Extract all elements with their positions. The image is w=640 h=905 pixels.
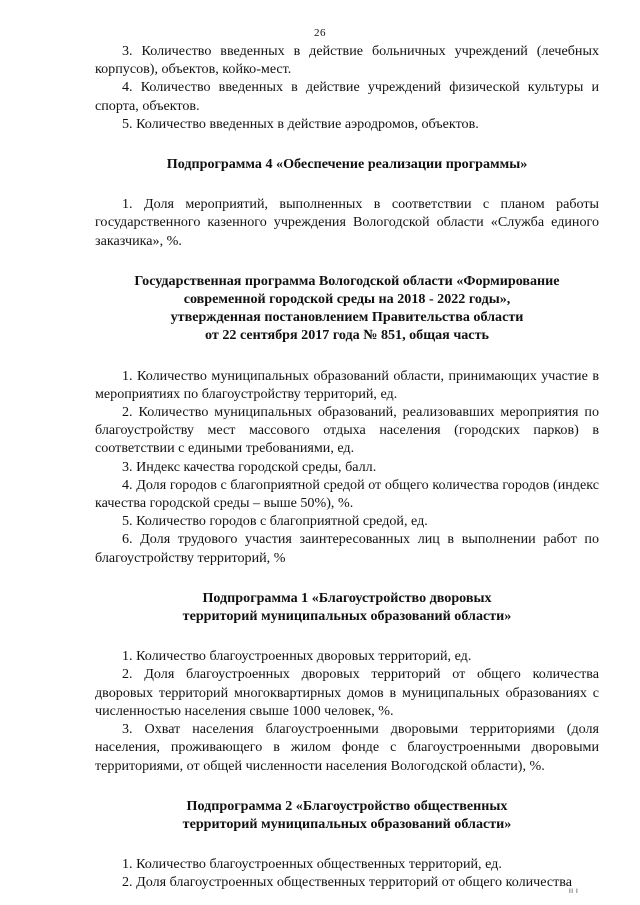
heading-line: территорий муниципальных образований области» (182, 815, 512, 832)
scan-mark: ıı ı (568, 886, 578, 895)
list-item: 4. Доля городов с благоприятной средой от общего количества городов (индекс качества городской среды – выше 50%), %. (95, 476, 599, 512)
subprogram-4-heading: Подпрограмма 4 «Обеспечение реализации программы» (166, 156, 528, 173)
state-program-heading (95, 272, 599, 345)
list-item: 6. Доля трудового участия заинтересованных лиц в выполнении работ по благоустройству территорий, % (95, 531, 599, 566)
heading-line: Подпрограмма 1 «Благоустройство дворовых (202, 589, 492, 606)
page-number: 26 (314, 27, 326, 39)
heading-line: от 22 сентября 2017 года № 851, общая часть (205, 327, 489, 344)
list-item: 1. Количество муниципальных образований области, принимающих участие в мероприятиях по благоустройству территорий, ед. (95, 367, 599, 402)
heading-line: современной городской среды на 2018 - 2022 годы», (183, 291, 511, 308)
list-item: 1. Количество благоустроенных дворовых территорий, ед. (122, 648, 472, 665)
list-item: 3. Индекс качества городской среды, балл. (122, 458, 377, 475)
subprogram-2-heading (95, 797, 599, 833)
list-item: 2. Доля благоустроенных дворовых территорий от общего количества дворовых территорий многоквартирных домов в муниципальных образованиях с численностью населения свыше 1000 человек, %. (95, 666, 599, 719)
heading-line: утвержденная постановлением Правительства области (170, 309, 524, 326)
subprogram-1-heading (95, 589, 599, 625)
list-item: 4. Количество введенных в действие учреждений физической культуры и спорта, объектов. (95, 79, 599, 114)
list-item: 1. Количество благоустроенных общественных территорий, ед. (122, 856, 502, 873)
list-item: 5. Количество городов с благоприятной средой, ед. (122, 513, 428, 530)
heading-line: территорий муниципальных образований области» (182, 608, 512, 625)
list-item: 3. Количество введенных в действие больничных учреждений (лечебных корпусов), объектов, койко-мест. (95, 43, 599, 78)
heading-line: Подпрограмма 2 «Благоустройство общественных (186, 797, 508, 814)
list-item: 1. Доля мероприятий, выполненных в соответствии с планом работы государственного казенного учреждения Вологодской области «Служба единого заказчика», %. (95, 196, 599, 249)
heading-line: Государственная программа Вологодской области «Формирование (134, 272, 560, 289)
list-item: 3. Охват населения благоустроенными дворовыми территориями (доля населения, проживающего в жилом фонде с благоустроенными дворовыми территориями, от общей численности населения Вологодской области), %. (95, 721, 599, 774)
page-content (95, 42, 599, 892)
list-item: 2. Количество муниципальных образований, реализовавших мероприятия по благоустройству мест массового отдыха населения (городских парков) в соответствии с едиными требованиями, ед. (95, 404, 599, 457)
list-item: 2. Доля благоустроенных общественных территорий от общего количества (122, 874, 572, 891)
list-item: 5. Количество введенных в действие аэродромов, объектов. (122, 115, 479, 132)
